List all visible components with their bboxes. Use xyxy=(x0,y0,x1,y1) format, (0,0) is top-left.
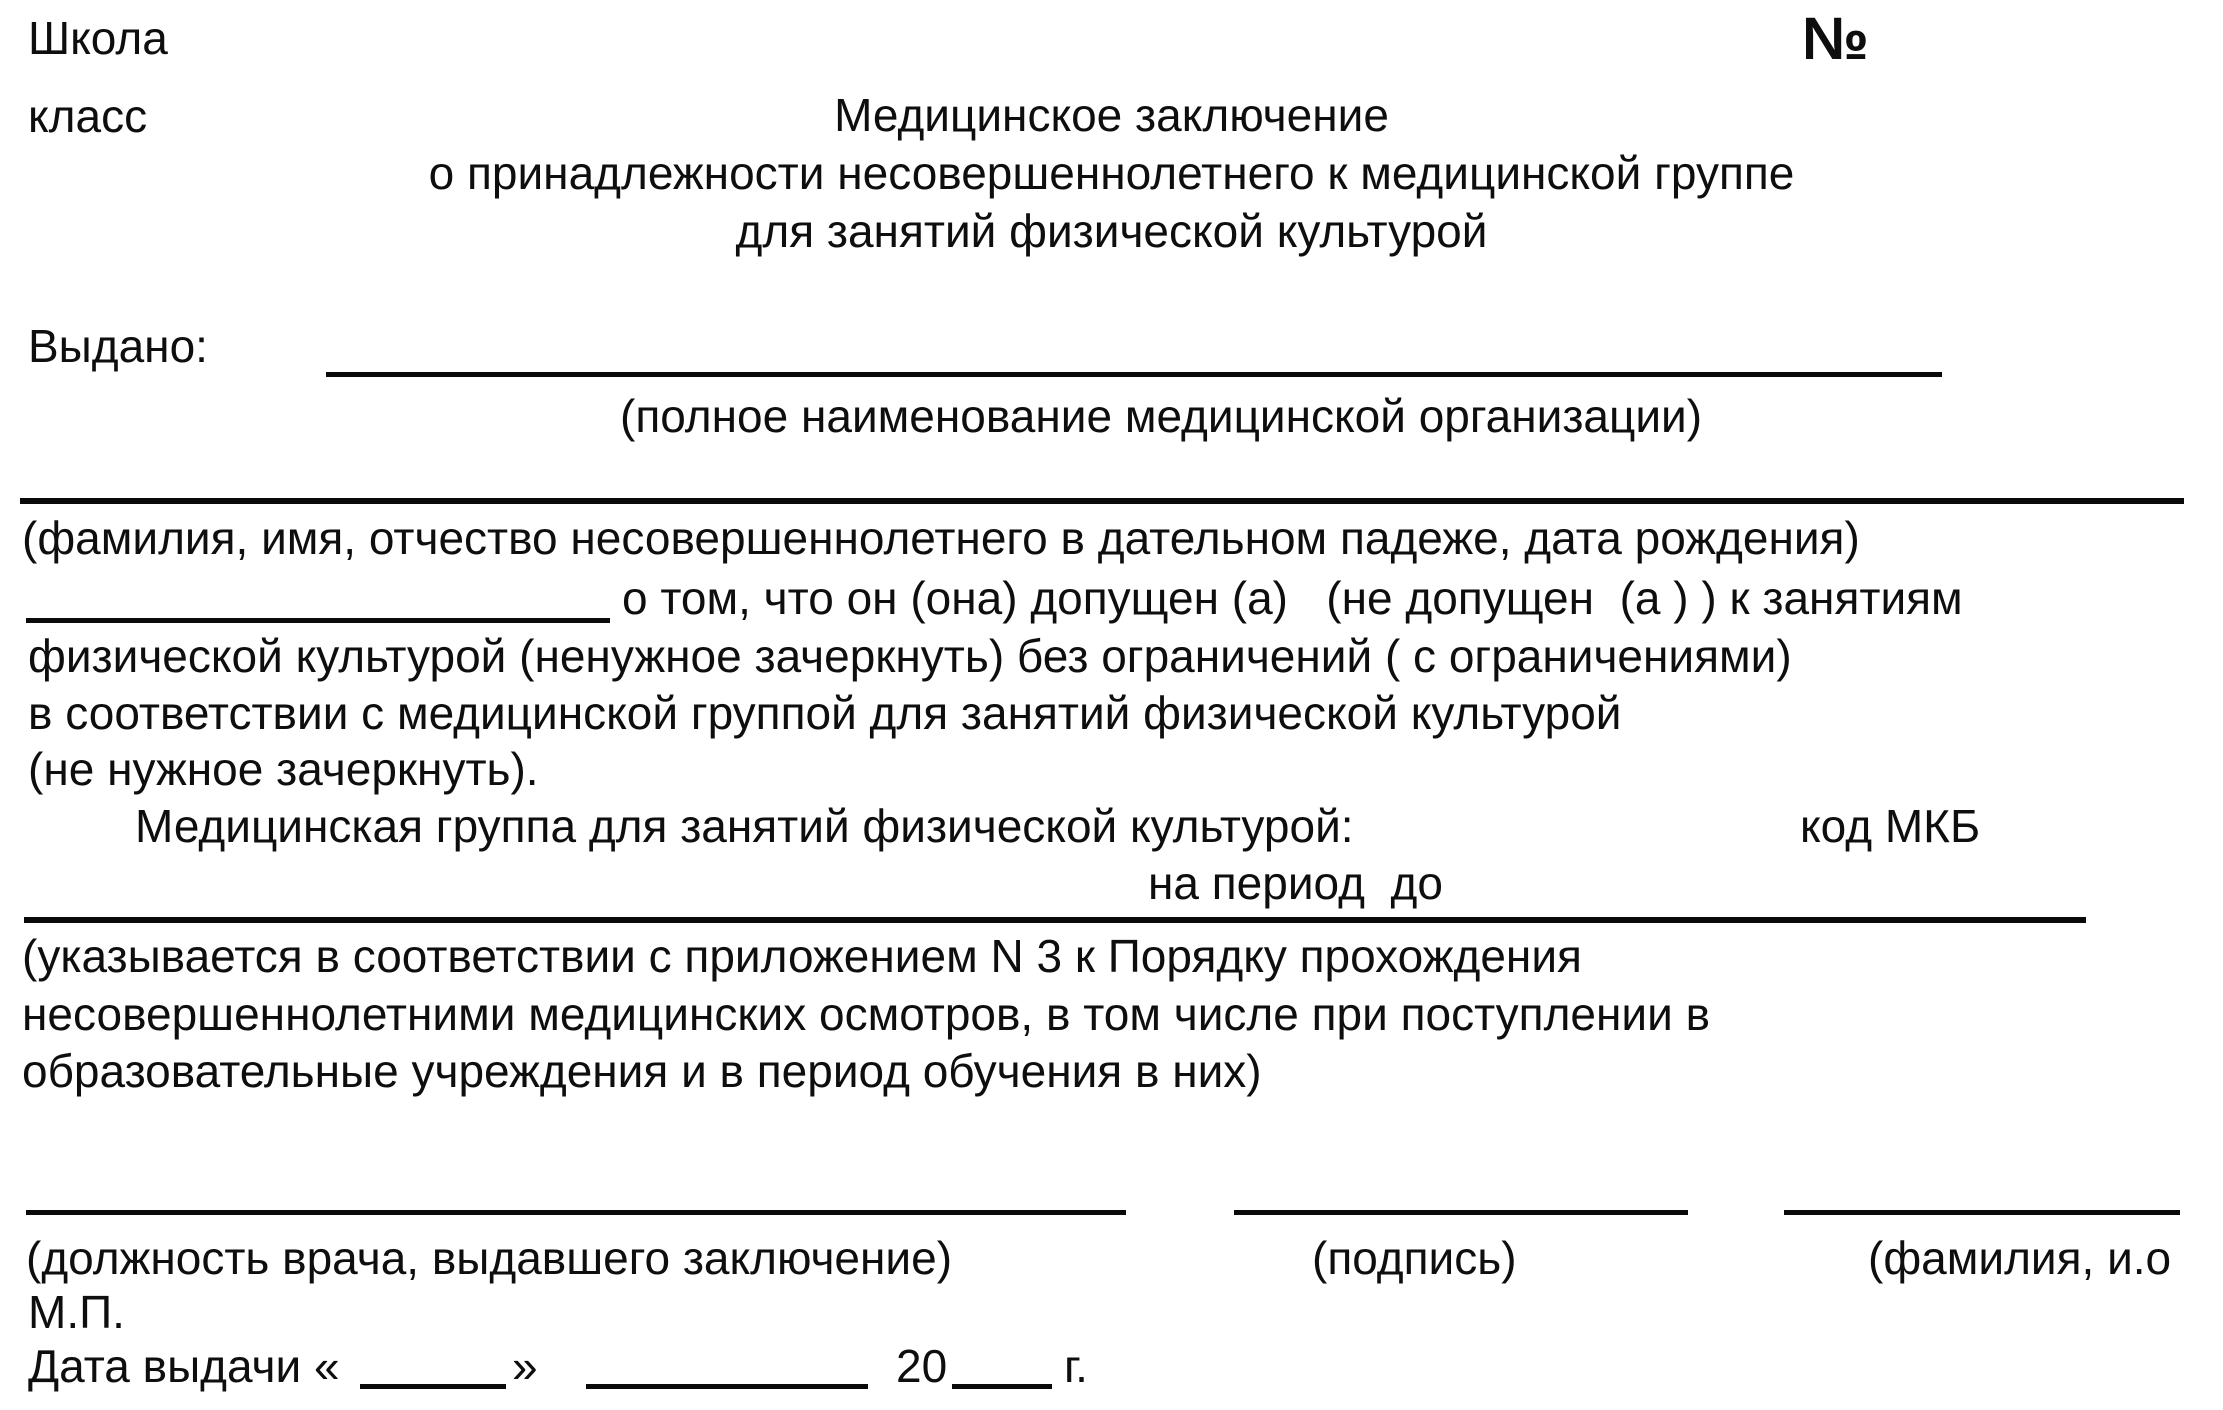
issue-date-close-quote: » xyxy=(512,1340,538,1392)
icd-code-label: код МКБ xyxy=(1800,800,1981,852)
restrictions-text: физической культурой (ненужное зачеркнуть) без ограничений ( с ограничениями) xyxy=(28,630,1792,682)
class-label: класс xyxy=(28,90,148,142)
issue-year-prefix: 20 xyxy=(896,1340,948,1392)
issue-year-blank xyxy=(952,1348,1052,1389)
issue-date-prefix: Дата выдачи « xyxy=(28,1340,340,1392)
note-line-2: несовершеннолетними медицинских осмотров, в том числе при поступлении в xyxy=(22,988,1711,1040)
name-hint: (фамилия, и.о xyxy=(1868,1232,2172,1284)
signature-blank-line xyxy=(1234,1170,1688,1215)
issue-month-blank xyxy=(586,1348,868,1389)
stamp-place-label: М.П. xyxy=(28,1286,125,1338)
signature-hint: (подпись) xyxy=(1312,1232,1517,1284)
form-title-line-1: Медицинское заключение xyxy=(834,89,1389,141)
form-title-line-3: для занятий физической культурой xyxy=(735,205,1488,257)
group-basis-text: в соответствии с медицинской группой для занятий физической культурой xyxy=(28,687,1622,739)
name-blank-line-footer xyxy=(1784,1170,2180,1215)
fio-blank-line xyxy=(20,498,2184,504)
organization-blank-line xyxy=(326,330,1942,377)
name-blank-line xyxy=(26,578,610,623)
admission-text: о том, что он (она) допущен (а) (не допущен (а ) ) к занятиям xyxy=(622,572,1963,624)
doctor-position-blank-line xyxy=(26,1170,1126,1215)
issue-day-blank xyxy=(360,1348,506,1389)
fio-hint: (фамилия, имя, отчество несовершеннолетнего в дательном падеже, дата рождения) xyxy=(22,512,1860,564)
med-group-label: Медицинская группа для занятий физической культурой: xyxy=(135,800,1354,852)
period-label: на период до xyxy=(1148,857,1443,909)
doc-number-sign: № xyxy=(1802,5,1869,72)
form-title-line-2: о принадлежности несовершеннолетнего к медицинской группе xyxy=(428,147,1795,199)
note-line-1: (указывается в соответствии с приложением N 3 к Порядку прохождения xyxy=(22,930,1582,982)
form-title xyxy=(0,86,2223,260)
school-label: Школа xyxy=(28,12,168,64)
strike-note-text: (не нужное зачеркнуть). xyxy=(28,743,539,795)
note-line-3: образовательные учреждения и в период обучения в них) xyxy=(22,1045,1262,1097)
period-blank-line xyxy=(24,917,2086,923)
issued-label: Выдано: xyxy=(28,320,208,372)
doctor-position-hint: (должность врача, выдавшего заключение) xyxy=(26,1232,953,1284)
organization-hint: (полное наименование медицинской организации) xyxy=(620,390,1703,442)
issue-year-suffix: г. xyxy=(1064,1340,1088,1392)
